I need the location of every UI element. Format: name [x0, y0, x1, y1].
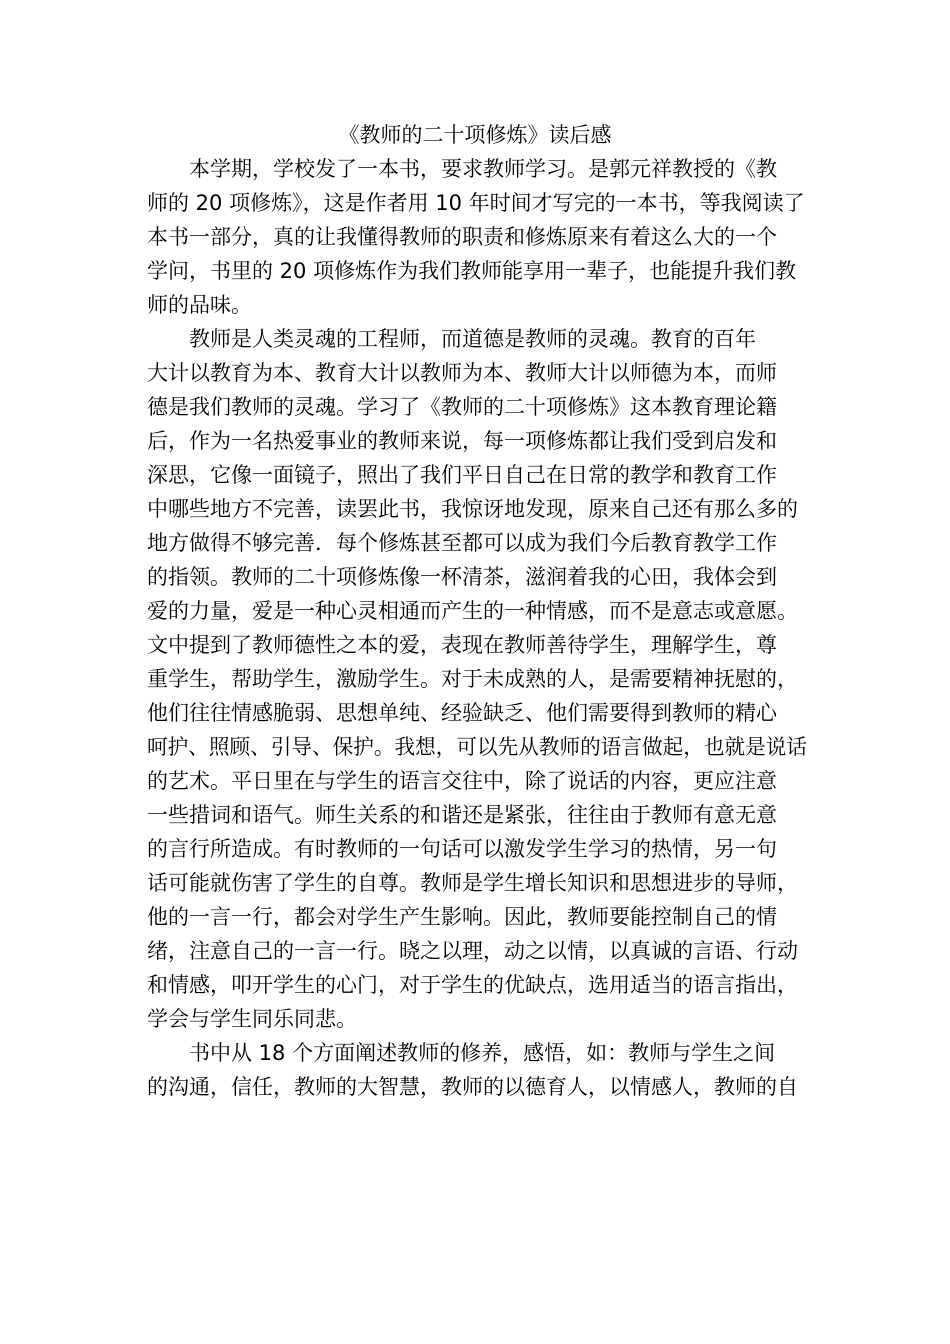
text-line: 文中提到了教师德性之本的爱，表现在教师善待学生，理解学生，尊 [147, 633, 777, 657]
text-line: 和情感，叩开学生的心门，对于学生的优缺点，选用适当的语言指出， [147, 973, 798, 997]
text-line: 师的 20 项修炼》，这是作者用 10 年时间才写完的一本书，等我阅读了 [147, 191, 805, 215]
text-line: 重学生，帮助学生，激励学生。对于未成熟的人，是需要精神抚慰的， [147, 667, 798, 691]
text-line: 的艺术。平日里在与学生的语言交往中，除了说话的内容，更应注意 [147, 769, 777, 793]
text-line: 他的一言一行，都会对学生产生影响。因此，教师要能控制自己的情 [147, 905, 777, 929]
text-line: 本书一部分，真的让我懂得教师的职责和修炼原来有着这么大的一个 [147, 225, 777, 249]
document-title: 《教师的二十项修炼》读后感 [338, 123, 612, 147]
document-body [147, 152, 807, 1104]
text-line: 学问，书里的 20 项修炼作为我们教师能享用一辈子，也能提升我们教 [147, 259, 797, 283]
paragraph [147, 1036, 807, 1104]
text-line: 绪，注意自己的一言一行。晓之以理，动之以情，以真诚的言语、行动 [147, 939, 798, 963]
text-line: 的言行所造成。有时教师的一句话可以激发学生学习的热情，另一句 [147, 837, 777, 861]
text-line: 一些措词和语气。师生关系的和谐还是紧张，往往由于教师有意无意 [147, 803, 777, 827]
text-line: 教师是人类灵魂的工程师，而道德是教师的灵魂。教育的百年 [189, 327, 756, 351]
text-line: 爱的力量，爱是一种心灵相通而产生的一种情感，而不是意志或意愿。 [147, 599, 798, 623]
text-line: 学会与学生同乐同悲。 [147, 1007, 357, 1031]
text-line: 大计以教育为本、教育大计以教师为本、教师大计以师德为本，而师 [147, 361, 777, 385]
text-line: 他们往往情感脆弱、思想单纯、经验缺乏、他们需要得到教师的精心 [147, 701, 777, 725]
text-line: 地方做得不够完善．每个修炼甚至都可以成为我们今后教育教学工作 [147, 531, 777, 555]
text-line: 后，作为一名热爱事业的教师来说，每一项修炼都让我们受到启发和 [147, 429, 777, 453]
paragraph [147, 152, 807, 322]
text-line: 呵护、照顾、引导、保护。我想，可以先从教师的语言做起，也就是说话 [147, 735, 807, 759]
text-line: 书中从 18 个方面阐述教师的修养，感悟，如：教师与学生之间 [189, 1041, 776, 1065]
text-line: 本学期，学校发了一本书，要求教师学习。是郭元祥教授的《教 [189, 157, 777, 181]
text-line: 深思，它像一面镜子，照出了我们平日自己在日常的教学和教育工作 [147, 463, 777, 487]
text-line: 的指领。教师的二十项修炼像一杯清茶，滋润着我的心田，我体会到 [147, 565, 777, 589]
text-line: 师的品味。 [147, 293, 252, 317]
text-line: 话可能就伤害了学生的自尊。教师是学生增长知识和思想进步的导师， [147, 871, 798, 895]
text-line: 德是我们教师的灵魂。学习了《教师的二十项修炼》这本教育理论籍 [147, 395, 777, 419]
paragraph [147, 322, 807, 1036]
text-line: 中哪些地方不完善，读罢此书，我惊讶地发现，原来自己还有那么多的 [147, 497, 798, 521]
text-line: 的沟通，信任，教师的大智慧，教师的以德育人，以情感人，教师的自 [147, 1075, 798, 1099]
